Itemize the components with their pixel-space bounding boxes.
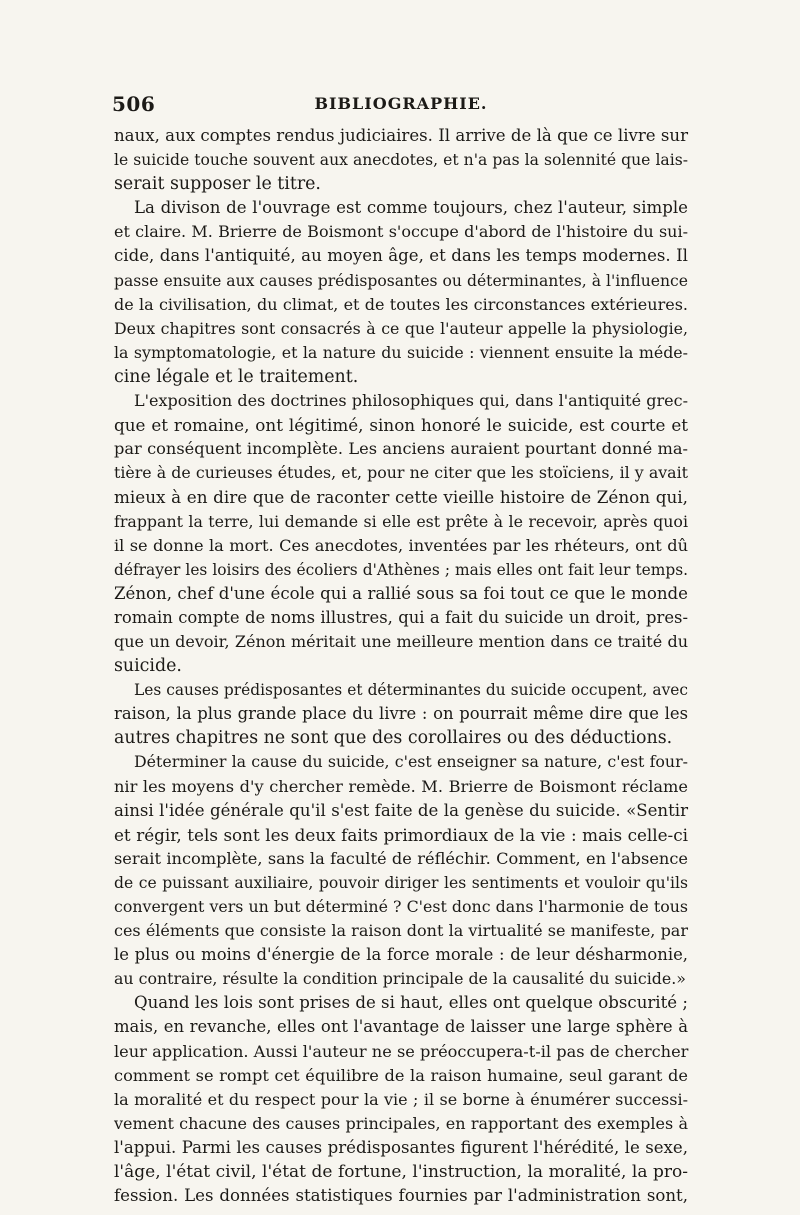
text-line: La divison de l'ouvrage est comme toujours, chez l'auteur, simple — [134, 198, 688, 218]
text-line: nir les moyens d'y chercher remède. M. Brierre de Boismont réclame — [114, 776, 688, 796]
text-line: vement chacune des causes principales, en rapportant des exemples à — [114, 1113, 688, 1133]
text-line: comment se rompt cet équilibre de la raison humaine, seul garant de — [114, 1065, 688, 1085]
text-line: cine légale et le traitement. — [114, 366, 359, 387]
text-line: de la civilisation, du climat, et de toutes les circonstances extérieures. — [114, 294, 688, 314]
text-line: de ce puissant auxiliaire, pouvoir diriger les sentiments et vouloir qu'ils — [114, 873, 688, 892]
text-line: défrayer les loisirs des écoliers d'Athènes ; mais elles ont fait leur temps. — [114, 560, 688, 579]
text-line: Deux chapitres sont consacrés à ce que l'auteur appelle la physiologie, — [114, 318, 688, 338]
text-line: ainsi l'idée générale qu'il s'est faite de la genèse du suicide. «Sentir — [114, 800, 688, 820]
running-head — [112, 92, 690, 122]
text-line: que un devoir, Zénon méritait une meilleure mention dans ce traité du — [114, 631, 688, 651]
text-line: et claire. M. Brierre de Boismont s'occupe d'abord de l'histoire du sui- — [114, 222, 688, 242]
text-line: autres chapitres ne sont que des corollaires ou des déductions. — [114, 728, 673, 749]
text-line: il se donne la mort. Ces anecdotes, inventées par les rhéteurs, ont dû — [114, 535, 688, 555]
section-title: BIBLIOGRAPHIE. — [314, 94, 488, 113]
text-line: le plus ou moins d'énergie de la force morale : de leur désharmonie, — [114, 945, 688, 965]
text-line: Quand les lois sont prises de si haut, elles ont quelque obscurité ; — [134, 993, 688, 1013]
text-line: Les causes prédisposantes et déterminantes du suicide occupent, avec — [134, 681, 688, 700]
text-line: L'exposition des doctrines philosophiques qui, dans l'antiquité grec- — [134, 391, 688, 411]
text-line: mieux à en dire que de raconter cette vieille histoire de Zénon qui, — [114, 487, 688, 508]
text-line: raison, la plus grande place du livre : on pourrait même dire que les — [114, 704, 688, 724]
text-line: mais, en revanche, elles ont l'avantage de laisser une large sphère à — [114, 1017, 688, 1037]
text-line: naux, aux comptes rendus judiciaires. Il arrive de là que ce livre sur — [114, 126, 689, 145]
body-text — [114, 124, 688, 1208]
text-line: par conséquent incomplète. Les anciens auraient pourtant donné ma- — [114, 439, 688, 459]
text-line: l'appui. Parmi les causes prédisposantes figurent l'hérédité, le sexe, — [114, 1137, 688, 1157]
text-line: Zénon, chef d'une école qui a rallié sous sa foi tout ce que le monde — [114, 583, 688, 603]
text-line: romain compte de noms illustres, qui a fait du suicide un droit, pres- — [114, 607, 688, 627]
text-line: serait supposer le titre. — [114, 174, 321, 195]
text-line: passe ensuite aux causes prédisposantes ou déterminantes, à l'influence — [114, 271, 688, 290]
text-line: cide, dans l'antiquité, au moyen âge, et dans les temps modernes. Il — [114, 246, 688, 266]
text-line: serait incomplète, sans la faculté de réfléchir. Comment, en l'absence — [114, 848, 688, 868]
page-number: 506 — [112, 92, 156, 116]
text-line: au contraire, résulte la condition principale de la causalité du suicide.» — [114, 969, 686, 989]
text-line: frappant la terre, lui demande si elle est prête à le recevoir, après quoi — [114, 511, 688, 531]
text-line: et régir, tels sont les deux faits primordiaux de la vie : mais celle-ci — [114, 824, 688, 845]
text-line: la symptomatologie, et la nature du suicide : viennent ensuite la méde- — [114, 342, 688, 362]
text-line: leur application. Aussi l'auteur ne se préoccupera-t-il pas de chercher — [114, 1041, 689, 1061]
text-line: Déterminer la cause du suicide, c'est enseigner sa nature, c'est four- — [134, 752, 688, 772]
text-line: convergent vers un but déterminé ? C'est donc dans l'harmonie de tous — [114, 897, 688, 916]
text-line: que et romaine, ont légitimé, sinon honoré le suicide, est courte et — [114, 415, 688, 436]
text-line: suicide. — [114, 656, 182, 677]
text-line: fession. Les données statistiques fournies par l'administration sont, — [114, 1186, 688, 1206]
text-line: ces éléments que consiste la raison dont la virtualité se manifeste, par — [114, 921, 688, 941]
text-line: tière à de curieuses études, et, pour ne citer que les stoïciens, il y avait — [114, 463, 688, 483]
text-line: l'âge, l'état civil, l'état de fortune, l'instruction, la moralité, la pro- — [114, 1162, 688, 1183]
text-line: le suicide touche souvent aux anecdotes, et n'a pas la solennité que lais- — [114, 151, 688, 170]
text-line: la moralité et du respect pour la vie ; il se borne à énumérer successi- — [114, 1089, 688, 1109]
